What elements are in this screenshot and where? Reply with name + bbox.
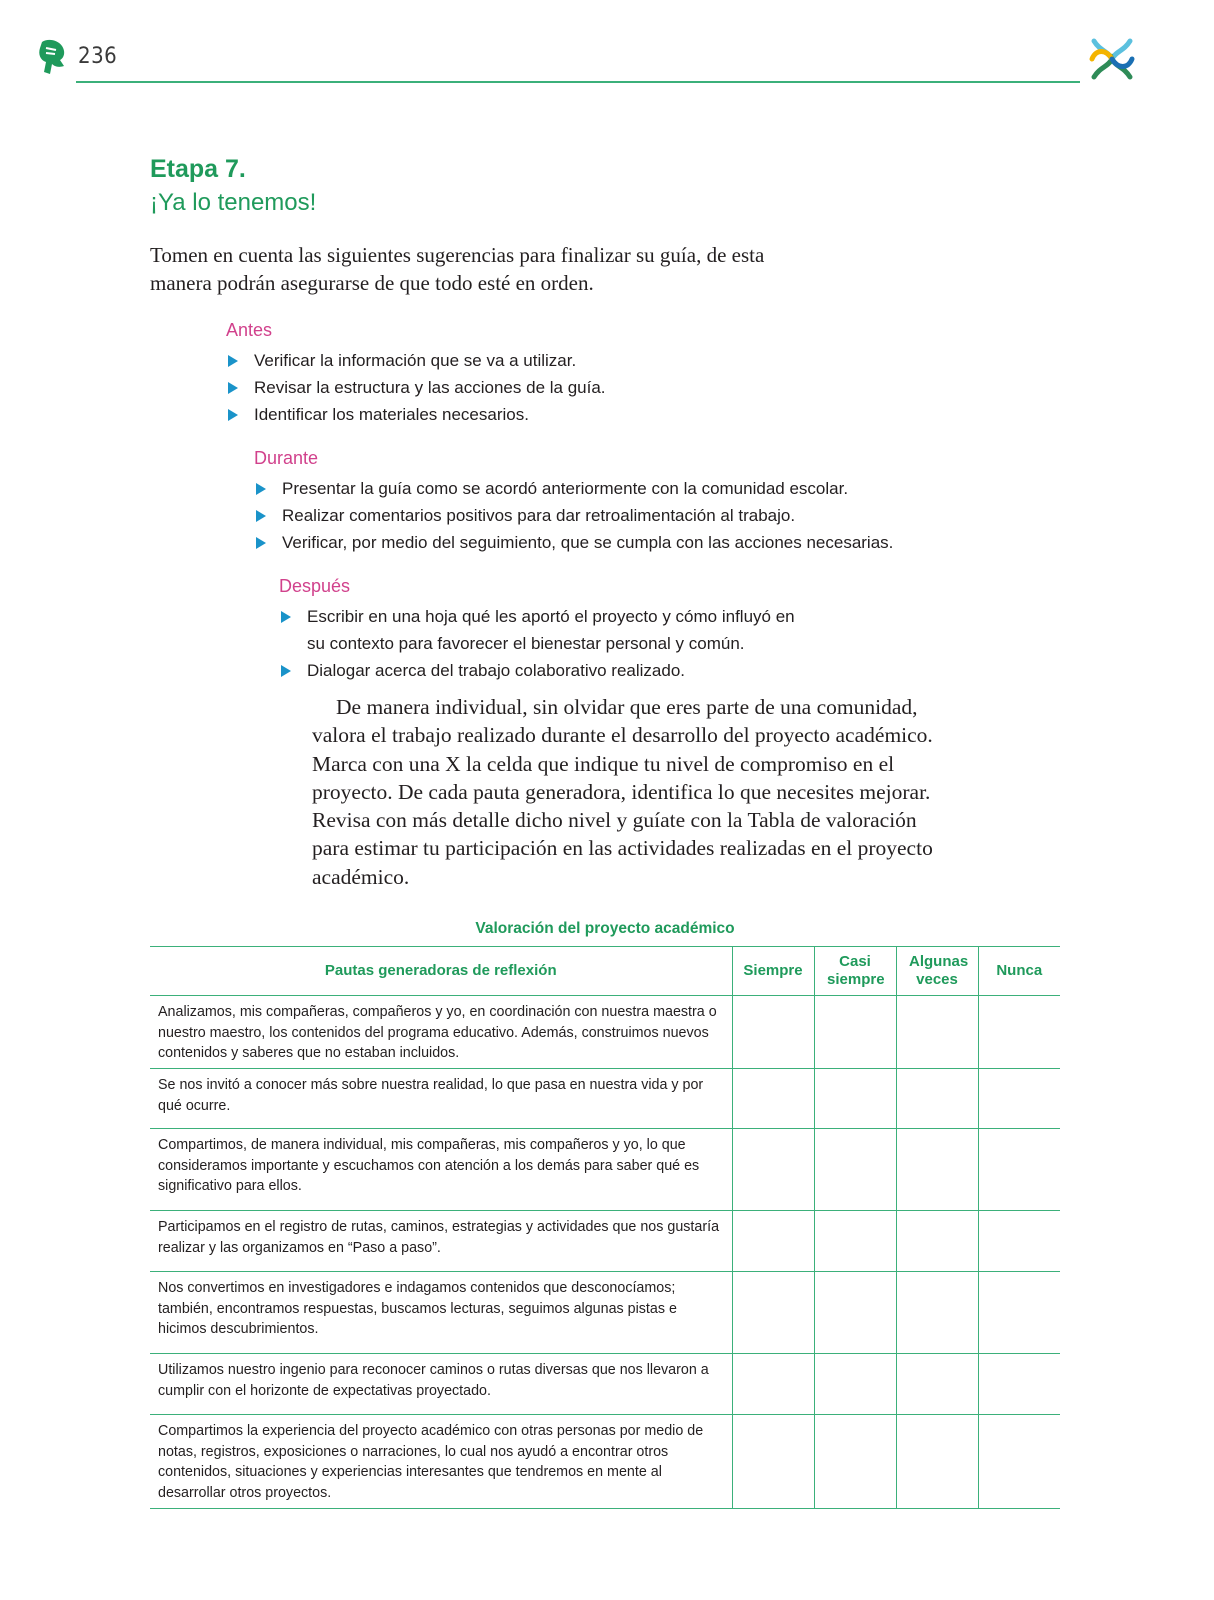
list-item: Escribir en una hoja qué les aportó el proyecto y cómo influyó en su contexto para favorecer el bienestar personal y común. bbox=[279, 603, 799, 657]
triangle-bullet-icon bbox=[281, 611, 291, 623]
siempre-cell[interactable] bbox=[732, 1129, 814, 1211]
siempre-cell[interactable] bbox=[732, 1211, 814, 1272]
siempre-cell[interactable] bbox=[732, 1272, 814, 1354]
page-number: 236 bbox=[78, 44, 118, 69]
phase-heading-despues: Después bbox=[279, 576, 351, 596]
triangle-bullet-icon bbox=[256, 537, 266, 549]
table-row bbox=[150, 1129, 1060, 1211]
intro-paragraph: Tomen en cuenta las siguientes sugerencias para finalizar su guía, de esta manera podrán asegurarse de que todo esté en orden. bbox=[150, 243, 765, 295]
stage-title: Etapa 7. bbox=[150, 155, 246, 183]
table-row bbox=[150, 996, 1060, 1069]
people-circle-logo-icon bbox=[1086, 33, 1138, 85]
prompt-cell: Compartimos la experiencia del proyecto académico con otras personas por medio de notas, registros, exposiciones o narraciones, lo cual nos ayudó a encontrar otros contenidos, situaciones y experiencias interesantes que tendremos en mente al desarrollar otros proyectos. bbox=[150, 1415, 732, 1509]
algunas-veces-cell[interactable] bbox=[896, 1211, 978, 1272]
casi-siempre-cell[interactable] bbox=[814, 1272, 896, 1354]
nunca-cell[interactable] bbox=[978, 1272, 1060, 1354]
algunas-veces-cell[interactable] bbox=[896, 1415, 978, 1509]
triangle-bullet-icon bbox=[256, 483, 266, 495]
table-row bbox=[150, 1354, 1060, 1415]
casi-siempre-cell[interactable] bbox=[814, 1211, 896, 1272]
header-divider bbox=[76, 81, 1080, 83]
list-item: Revisar la estructura y las acciones de la guía. bbox=[226, 374, 606, 401]
siempre-cell[interactable] bbox=[732, 996, 814, 1069]
prompt-cell: Se nos invitó a conocer más sobre nuestra realidad, lo que pasa en nuestra vida y por qué ocurre. bbox=[150, 1069, 732, 1129]
algunas-veces-cell[interactable] bbox=[896, 1069, 978, 1129]
triangle-bullet-icon bbox=[228, 409, 238, 421]
algunas-veces-cell[interactable] bbox=[896, 1354, 978, 1415]
nunca-cell[interactable] bbox=[978, 1415, 1060, 1509]
triangle-bullet-icon bbox=[228, 355, 238, 367]
nunca-cell[interactable] bbox=[978, 996, 1060, 1069]
header-siempre: Siempre bbox=[732, 947, 814, 996]
nunca-cell[interactable] bbox=[978, 1129, 1060, 1211]
table-caption: Valoración del proyecto académico bbox=[475, 920, 735, 937]
prompt-cell: Utilizamos nuestro ingenio para reconocer caminos o rutas diversas que nos llevaron a cumplir con el horizonte de expectativas proyectado. bbox=[150, 1354, 732, 1415]
triangle-bullet-icon bbox=[256, 510, 266, 522]
casi-siempre-cell[interactable] bbox=[814, 1415, 896, 1509]
siempre-cell[interactable] bbox=[732, 1415, 814, 1509]
evaluation-table bbox=[150, 946, 1060, 1509]
prompt-cell: Analizamos, mis compañeras, compañeros y yo, en coordinación con nuestra maestra o nuestro maestro, los contenidos del programa educativo. Además, construimos nuevos contenidos y saberes que no estaban incluidos. bbox=[150, 996, 732, 1069]
phase-heading-antes: Antes bbox=[226, 320, 273, 340]
table-row bbox=[150, 1272, 1060, 1354]
algunas-veces-cell[interactable] bbox=[896, 1272, 978, 1354]
phase-durante bbox=[254, 447, 893, 556]
siempre-cell[interactable] bbox=[732, 1354, 814, 1415]
header-algunas-veces: Algunas veces bbox=[896, 947, 978, 996]
nunca-cell[interactable] bbox=[978, 1211, 1060, 1272]
table-row bbox=[150, 1069, 1060, 1129]
book-logo-icon bbox=[36, 38, 68, 76]
table-header-row bbox=[150, 947, 1060, 996]
casi-siempre-cell[interactable] bbox=[814, 1129, 896, 1211]
prompt-cell: Nos convertimos en investigadores e indagamos contenidos que desconocíamos; también, encontramos respuestas, buscamos lecturas, seguimos algunas pistas e hicimos descubrimientos. bbox=[150, 1272, 732, 1354]
algunas-veces-cell[interactable] bbox=[896, 996, 978, 1069]
phase-despues bbox=[279, 575, 799, 684]
prompt-cell: Participamos en el registro de rutas, caminos, estrategias y actividades que nos gustaría realizar y las organizamos en “Paso a paso”. bbox=[150, 1211, 732, 1272]
table-row bbox=[150, 1211, 1060, 1272]
casi-siempre-cell[interactable] bbox=[814, 1069, 896, 1129]
stage-subtitle: ¡Ya lo tenemos! bbox=[150, 189, 317, 216]
list-item: Verificar, por medio del seguimiento, que se cumpla con las acciones necesarias. bbox=[254, 529, 893, 556]
list-item: Verificar la información que se va a utilizar. bbox=[226, 347, 606, 374]
list-item: Presentar la guía como se acordó anteriormente con la comunidad escolar. bbox=[254, 475, 893, 502]
instruction-paragraph: De manera individual, sin olvidar que eres parte de una comunidad, valora el trabajo realizado durante el desarrollo del proyecto académico. Marca con una X la celda que indique tu nivel de compromiso en el proyecto. De cada pauta generadora, identifica lo que necesites mejorar. Revisa con más detalle dicho nivel y guíate con la Tabla de valoración para estimar tu participación en las actividades realizadas en el proyecto académico. bbox=[312, 695, 933, 889]
triangle-bullet-icon bbox=[281, 665, 291, 677]
phase-heading-durante: Durante bbox=[254, 448, 319, 468]
algunas-veces-cell[interactable] bbox=[896, 1129, 978, 1211]
table-row bbox=[150, 1415, 1060, 1509]
nunca-cell[interactable] bbox=[978, 1069, 1060, 1129]
list-item: Identificar los materiales necesarios. bbox=[226, 401, 606, 428]
list-item: Realizar comentarios positivos para dar retroalimentación al trabajo. bbox=[254, 502, 893, 529]
header-prompts: Pautas generadoras de reflexión bbox=[150, 947, 732, 996]
nunca-cell[interactable] bbox=[978, 1354, 1060, 1415]
header-nunca: Nunca bbox=[978, 947, 1060, 996]
casi-siempre-cell[interactable] bbox=[814, 996, 896, 1069]
prompt-cell: Compartimos, de manera individual, mis compañeras, mis compañeros y yo, lo que consideramos importante y escuchamos con atención a los demás para saber qué es significativo para ellos. bbox=[150, 1129, 732, 1211]
header-casi-siempre: Casi siempre bbox=[814, 947, 896, 996]
list-item: Dialogar acerca del trabajo colaborativo realizado. bbox=[279, 657, 799, 684]
triangle-bullet-icon bbox=[228, 382, 238, 394]
siempre-cell[interactable] bbox=[732, 1069, 814, 1129]
phase-antes bbox=[226, 319, 606, 428]
casi-siempre-cell[interactable] bbox=[814, 1354, 896, 1415]
